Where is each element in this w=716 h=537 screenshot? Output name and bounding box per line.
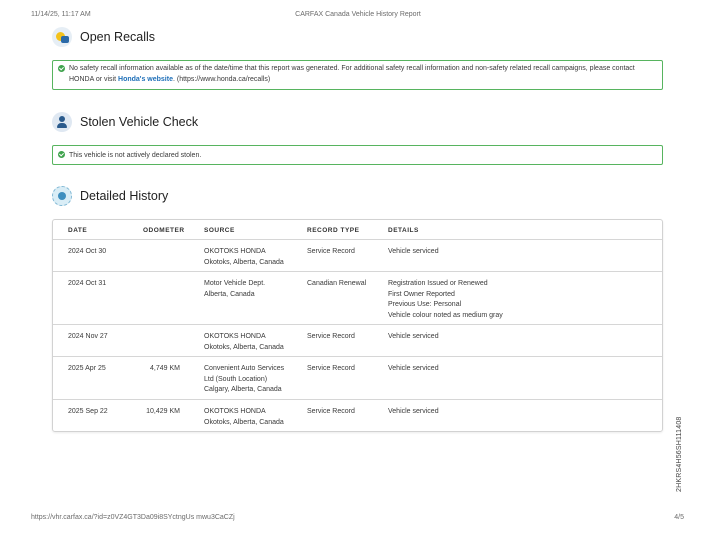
row-source xyxy=(204,247,304,268)
recalls-section-header xyxy=(52,27,155,47)
row-date: 2025 Apr 25 xyxy=(68,365,106,372)
source-line: Okotoks, Alberta, Canada xyxy=(204,418,284,426)
row-details xyxy=(388,407,658,418)
row-date: 2024 Nov 27 xyxy=(68,333,108,340)
table-header-row xyxy=(53,220,662,240)
check-icon xyxy=(58,151,65,158)
column-header-date: DATE xyxy=(68,227,88,234)
column-header-details: DETAILS xyxy=(388,227,419,234)
stolen-notice xyxy=(52,145,663,165)
table-row xyxy=(53,357,662,400)
row-date: 2024 Oct 31 xyxy=(68,280,107,287)
column-header-record-type: RECORD TYPE xyxy=(307,227,360,234)
recalls-notice xyxy=(52,60,663,90)
detail-line: Vehicle serviced xyxy=(388,365,439,372)
source-line: OKOTOKS HONDA xyxy=(204,333,266,340)
print-timestamp: 11/14/25, 11:17 AM xyxy=(31,11,91,18)
row-record-type: Service Record xyxy=(307,408,355,415)
source-line: OKOTOKS HONDA xyxy=(204,248,266,255)
detail-line: Vehicle serviced xyxy=(388,248,439,255)
row-record-type: Service Record xyxy=(307,365,355,372)
table-row xyxy=(53,400,662,431)
recalls-notice-text: No safety recall information available as of the date/time that this report was generated. For additional safety recall information and non-safety related recall campaigns, please contact HONDA or visit xyxy=(69,65,635,83)
source-line: Calgary, Alberta, Canada xyxy=(204,386,282,393)
table-row xyxy=(53,240,662,272)
column-header-odometer: ODOMETER xyxy=(143,227,185,234)
row-source xyxy=(204,332,304,353)
row-record-type: Canadian Renewal xyxy=(307,280,367,287)
history-icon xyxy=(52,186,72,206)
source-line: Okotoks, Alberta, Canada xyxy=(204,343,284,351)
detail-line: Vehicle serviced xyxy=(388,408,439,415)
row-date: 2025 Sep 22 xyxy=(68,408,108,415)
table-row xyxy=(53,272,662,325)
stolen-notice-text: This vehicle is not actively declared stolen. xyxy=(69,152,202,159)
detail-line: Previous Use: Personal xyxy=(388,301,462,308)
recalls-title: Open Recalls xyxy=(80,30,156,44)
history-title: Detailed History xyxy=(80,189,169,203)
history-section-header xyxy=(52,186,168,206)
person-shield-icon xyxy=(52,112,72,132)
check-icon xyxy=(58,65,65,72)
source-line: Motor Vehicle Dept. xyxy=(204,280,266,287)
print-url: https://vhr.carfax.ca/?id=z0VZ4GT3Da09i8SYctngUs mwu3CaCZj xyxy=(31,514,235,521)
row-details xyxy=(388,247,658,258)
source-line: Ltd (South Location) xyxy=(204,375,268,383)
stolen-section-header xyxy=(52,112,198,132)
source-line: Alberta, Canada xyxy=(204,290,255,298)
stolen-title: Stolen Vehicle Check xyxy=(80,115,199,129)
row-details xyxy=(388,279,658,321)
detail-line: First Owner Reported xyxy=(388,290,455,298)
source-line: OKOTOKS HONDA xyxy=(204,408,266,415)
source-line: Convenient Auto Services xyxy=(204,365,285,372)
source-line: Okotoks, Alberta, Canada xyxy=(204,258,284,266)
detail-line: Registration Issued or Renewed xyxy=(388,280,488,287)
row-record-type: Service Record xyxy=(307,333,355,340)
print-title: CARFAX Canada Vehicle History Report xyxy=(295,11,421,18)
row-odometer: 4,749 KM xyxy=(150,365,180,372)
history-table xyxy=(52,219,663,432)
row-details xyxy=(388,364,658,375)
detail-line: Vehicle colour noted as medium gray xyxy=(388,311,503,319)
row-date: 2024 Oct 30 xyxy=(68,248,107,255)
row-record-type: Service Record xyxy=(307,248,355,255)
column-header-source: SOURCE xyxy=(204,227,235,234)
recall-icon xyxy=(52,27,72,47)
row-odometer: 10,429 KM xyxy=(146,408,180,415)
recalls-notice-url: . (https://www.honda.ca/recalls) xyxy=(172,76,271,83)
table-row xyxy=(53,325,662,357)
row-source xyxy=(204,407,304,428)
honda-website-link[interactable]: Honda's website xyxy=(118,76,173,83)
row-details xyxy=(388,332,658,343)
page-number: 4/5 xyxy=(674,514,684,521)
vin-side-label: 2HKRS4H56SH111408 xyxy=(676,416,683,492)
row-source xyxy=(204,279,304,300)
detail-line: Vehicle serviced xyxy=(388,333,439,340)
row-source xyxy=(204,364,304,396)
